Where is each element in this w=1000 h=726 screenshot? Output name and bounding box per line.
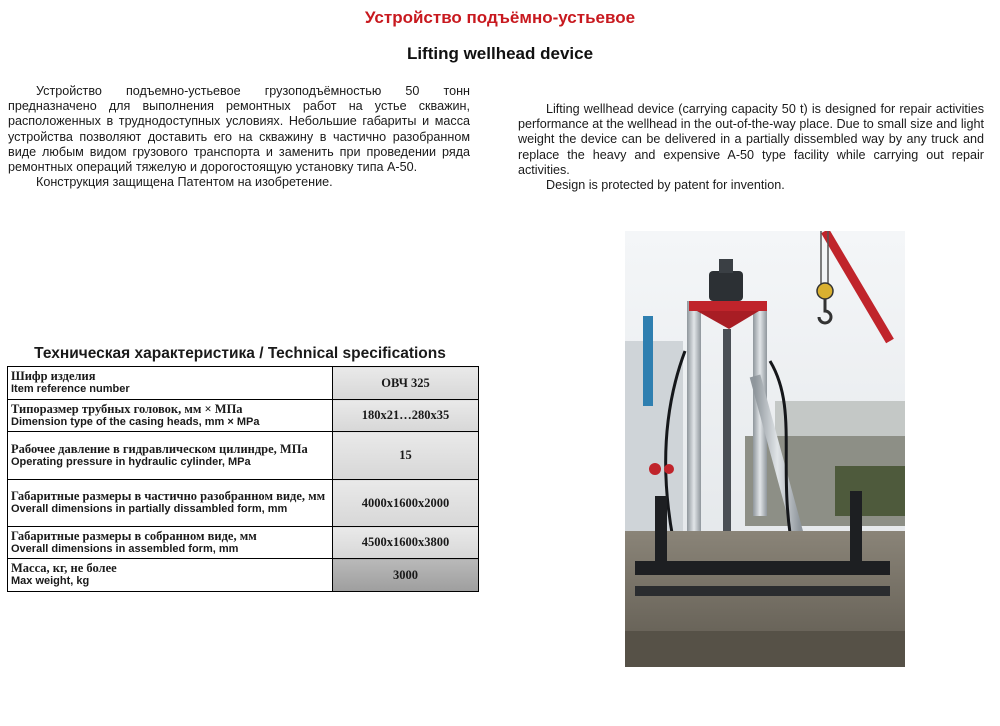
spec-value: 180x21…280x35 [333, 400, 479, 432]
spec-label [8, 432, 333, 480]
red-valve [664, 464, 674, 474]
red-top-plate [689, 301, 767, 311]
ground-foreground [625, 631, 905, 667]
description-russian [8, 84, 470, 190]
spec-row-casing-heads [8, 400, 479, 432]
spec-label-ru: Типоразмер трубных головок, мм × МПа [11, 401, 243, 416]
blue-pipe [643, 316, 653, 406]
central-pipe [723, 329, 731, 549]
spec-value: 15 [333, 432, 479, 480]
spec-row-operating-pressure [8, 432, 479, 480]
description-en-paragraph-1: Lifting wellhead device (carrying capacity 50 t) is designed for repair activities performance at the wellhead in the out-of-the-way place. Due to small size and light weight the device can be delivered in a partially dissembled way by any truck and replace the heavy and expensive A-50 type facility while carrying out repair activities. [518, 102, 984, 177]
spec-value: 3000 [333, 559, 479, 592]
specifications-title: Техническая характеристика / Technical specifications [34, 345, 446, 362]
spec-label-en: Item reference number [11, 383, 130, 395]
spec-label-ru: Рабочее давление в гидравлическом цилиндре, МПа [11, 441, 308, 456]
spec-label [8, 480, 333, 527]
frame-leg [655, 496, 667, 566]
spec-label-ru: Масса, кг, не более [11, 561, 117, 575]
spec-value: 4000x1600x2000 [333, 480, 479, 527]
equipment-photo [625, 231, 905, 667]
truck-cabin [835, 466, 905, 516]
spec-label [8, 559, 333, 592]
swivel-unit [709, 271, 743, 301]
spec-value: 4500x1600x3800 [333, 527, 479, 559]
spec-label-en: Overall dimensions in partially dissambled form, mm [11, 503, 288, 515]
description-ru-paragraph-2: Конструкция защищена Патентом на изобретение. [36, 175, 333, 190]
description-english [518, 102, 984, 193]
description-ru-paragraph-1: Устройство подъемно-устьевое грузоподъёмностью 50 тонн предназначено для выполнения ремонтных работ на устье скважин, расположенных в труднодоступных условиях. Небольшие габариты и масса устройства позволяют доставить его на скважину в частично разобранном виде любым видом грузового транспорта и заменить при проведении ряда ремонтных операций тяжелую и дорогостоящую установку типа А-50. [8, 84, 470, 175]
base-skid [635, 586, 890, 596]
spec-row-dimensions-assembled [8, 527, 479, 559]
spec-label-en: Operating pressure in hydraulic cylinder, MPa [11, 455, 251, 468]
red-valve [649, 463, 661, 475]
spec-label [8, 400, 333, 432]
spec-label-en: Max weight, kg [11, 575, 90, 587]
spec-label-ru: Шифр изделия [11, 369, 96, 383]
equipment-photo-illustration [625, 231, 905, 667]
title-english: Lifting wellhead device [406, 44, 594, 63]
crane-hook-block [817, 283, 833, 299]
background-building [625, 341, 683, 531]
specifications-table [7, 366, 479, 592]
spec-label-ru: Габаритные размеры в собранном виде, мм [11, 528, 257, 543]
title-russian: Устройство подъёмно-устьевое [364, 8, 636, 27]
spec-label [8, 527, 333, 559]
spec-row-item-reference [8, 367, 479, 400]
spec-row-max-weight [8, 559, 479, 592]
spec-label-en: Dimension type of the casing heads, mm × MPa [11, 415, 260, 428]
spec-label [8, 367, 333, 400]
frame-leg [850, 491, 862, 566]
swivel-top [719, 259, 733, 273]
spec-label-en: Overall dimensions in assembled form, mm [11, 542, 239, 555]
hydraulic-cylinder-left [687, 301, 701, 536]
spec-value: ОВЧ 325 [333, 367, 479, 400]
spec-label-ru: Габаритные размеры в частично разобранном виде, мм [11, 489, 326, 503]
spec-row-dimensions-dissembled [8, 480, 479, 527]
description-en-paragraph-2: Design is protected by patent for invention. [546, 178, 785, 193]
